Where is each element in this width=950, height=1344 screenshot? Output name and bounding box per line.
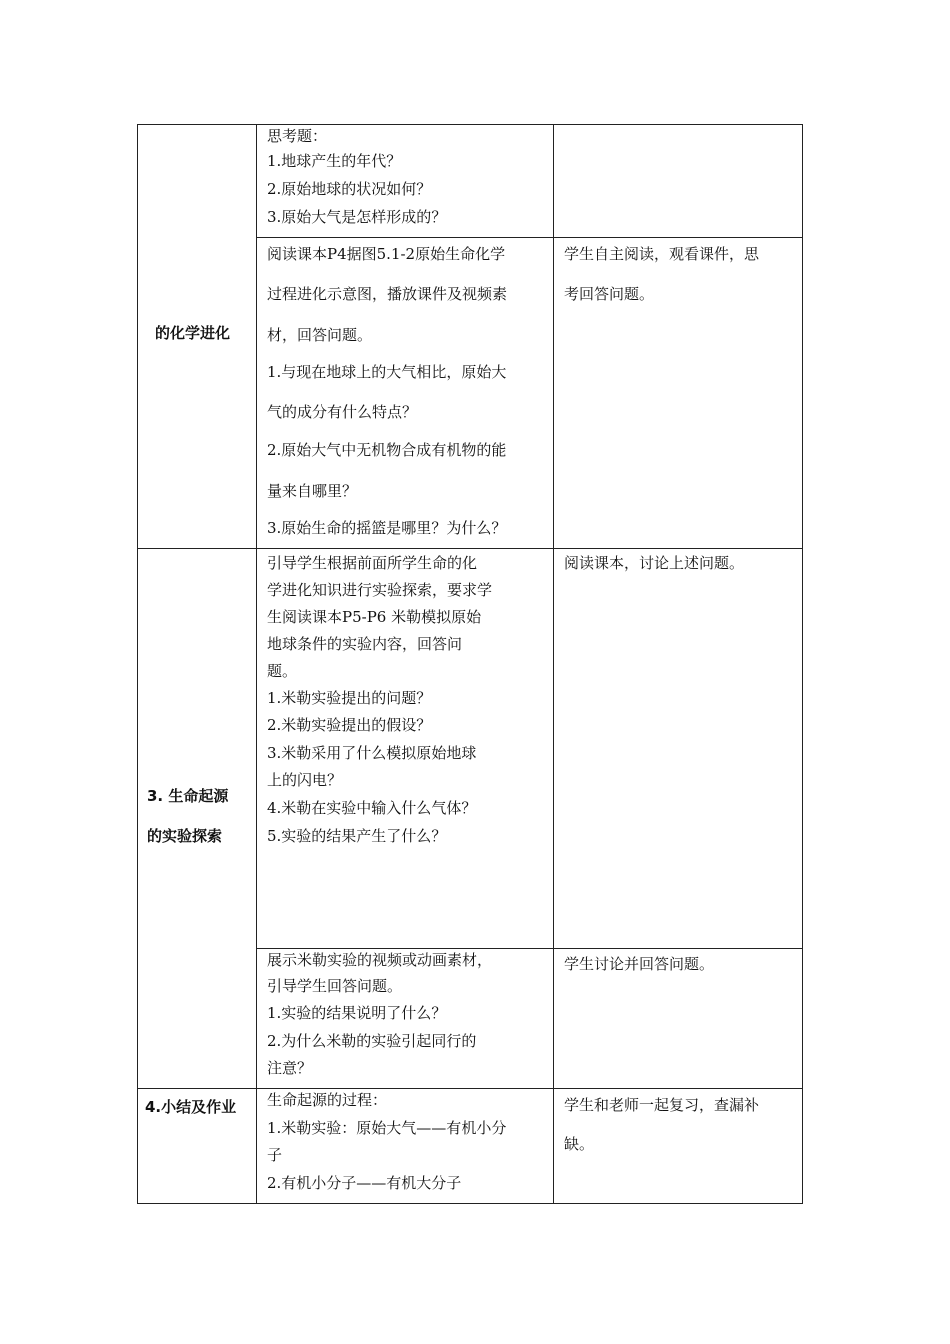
row-3-content-cell <box>257 549 553 948</box>
row-5-content-cell <box>257 1089 553 1203</box>
row-2-line-5: 气的成分有什么特点？ <box>267 403 418 421</box>
row-3-line-1: 引导学生根据前面所学生命的化 <box>267 554 478 572</box>
row-2-line-8: 3.原始生命的摇篮是哪里？为什么？ <box>267 519 507 537</box>
row-3-line-5: 题。 <box>267 662 298 680</box>
row-3-line-8: 3.米勒采用了什么模拟原始地球 <box>267 744 477 762</box>
row-4-line-5: 注意？ <box>267 1059 313 1077</box>
row-2-student-cell <box>554 238 802 548</box>
row-2-student-line-1: 学生自主阅读，观看课件，思 <box>564 245 760 263</box>
row-2-line-7: 量来自哪里？ <box>267 482 358 500</box>
row-5-line-3: 子 <box>267 1146 283 1164</box>
row-2-line-1: 阅读课本P4据图5.1-2原始生命化学 <box>267 245 506 263</box>
row-5-student-line-1: 学生和老师一起复习，查漏补 <box>564 1096 760 1114</box>
row-1-line-4: 3.原始大气是怎样形成的？ <box>267 208 447 226</box>
row-5-student-line-2: 缺。 <box>564 1135 595 1153</box>
table-border-bottom <box>137 1203 803 1204</box>
row-5-line-2: 1.米勒实验：原始大气——有机小分 <box>267 1119 507 1137</box>
row-3-line-9: 上的闪电？ <box>267 771 343 789</box>
row-1-content-cell <box>257 125 553 237</box>
row-3-student-cell <box>554 549 802 948</box>
row-4-content-cell <box>257 949 553 1088</box>
table-border-right <box>802 124 803 1204</box>
row-2-line-2: 过程进化示意图，播放课件及视频素 <box>267 285 508 303</box>
row-3-line-2: 学进化知识进行实验探索，要求学 <box>267 581 493 599</box>
row-4-line-2: 引导学生回答问题。 <box>267 977 403 995</box>
row-5-line-1: 生命起源的过程： <box>267 1091 388 1109</box>
row-3-line-3: 生阅读课本P5-P6 米勒模拟原始 <box>267 608 482 626</box>
row-3-line-11: 5.实验的结果产生了什么？ <box>267 827 447 845</box>
row-1-line-2: 1.地球产生的年代？ <box>267 152 402 170</box>
row-1-line-1: 思考题： <box>267 127 328 145</box>
row-4-line-3: 1.实验的结果说明了什么？ <box>267 1004 447 1022</box>
row-5-student-cell <box>554 1089 802 1203</box>
row-3-line-4: 地球条件的实验内容，回答问 <box>267 635 463 653</box>
row-4-student-cell <box>554 949 802 1088</box>
row-1-line-3: 2.原始地球的状况如何？ <box>267 180 432 198</box>
row-4-line-4: 2.为什么米勒的实验引起同行的 <box>267 1032 477 1050</box>
row-4-student-line-1: 学生讨论并回答问题。 <box>564 955 715 973</box>
row-3-line-7: 2.米勒实验提出的假设？ <box>267 716 432 734</box>
row-2-line-4: 1.与现在地球上的大气相比，原始大 <box>267 363 507 381</box>
table-border-left <box>137 124 138 1204</box>
section-label-chemical-evolution: 的化学进化 <box>155 324 231 342</box>
row-3-line-10: 4.米勒在实验中输入什么气体？ <box>267 799 477 817</box>
row-5-line-4: 2.有机小分子——有机大分子 <box>267 1174 462 1192</box>
row-2-student-line-2: 考回答问题。 <box>564 285 655 303</box>
row-3-student-line-1: 阅读课本，讨论上述问题。 <box>564 554 745 572</box>
row-4-line-1: 展示米勒实验的视频或动画素材， <box>267 951 493 969</box>
section-label-experiment-line-1: 3. 生命起源 <box>147 787 229 805</box>
row-3-line-6: 1.米勒实验提出的问题？ <box>267 689 432 707</box>
section-label-summary: 4.小结及作业 <box>145 1098 237 1116</box>
row-2-line-3: 材，回答问题。 <box>267 326 373 344</box>
row-2-content-cell <box>257 238 553 548</box>
row-2-line-6: 2.原始大气中无机物合成有机物的能 <box>267 441 507 459</box>
section-label-experiment-line-2: 的实验探索 <box>147 827 223 845</box>
